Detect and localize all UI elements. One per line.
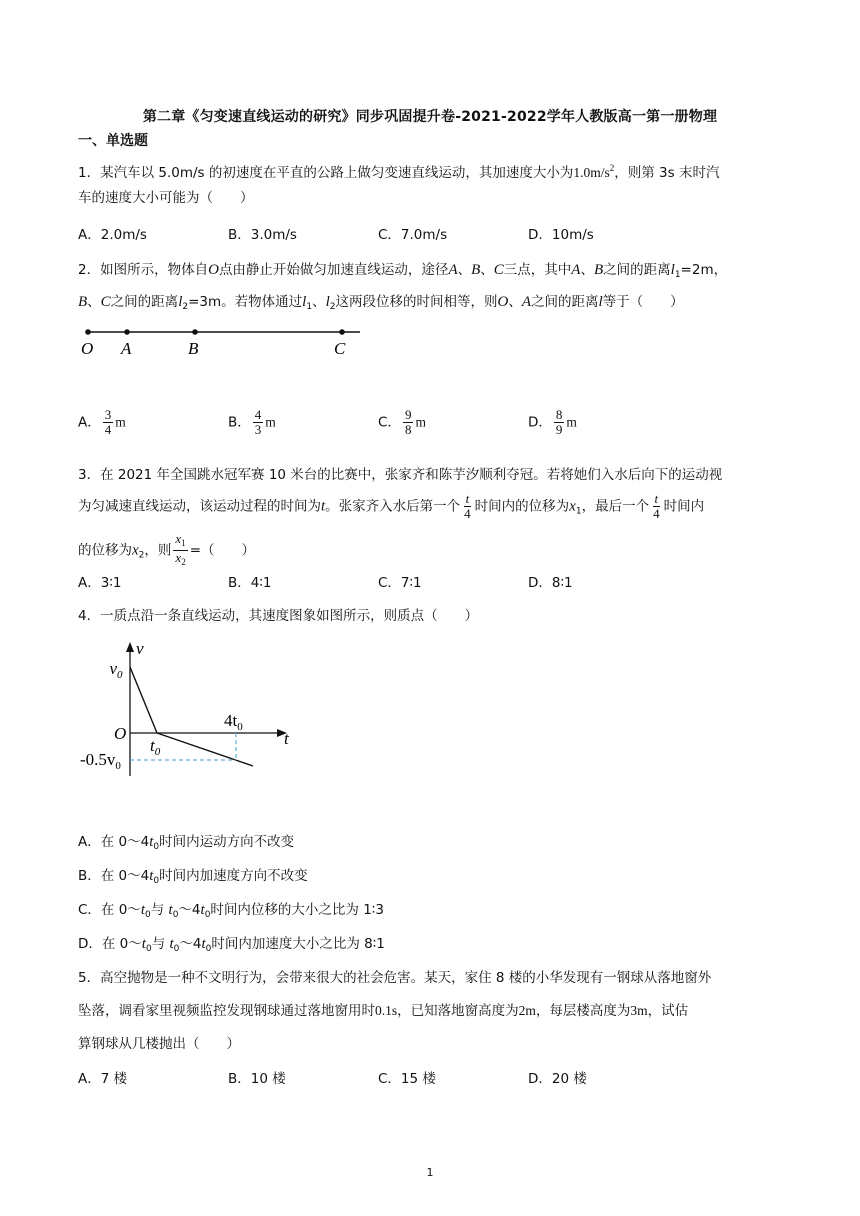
q1-line2: 车的速度大小可能为（ ） (78, 190, 254, 206)
q1-option-c: C．7.0m/s (378, 227, 448, 243)
q5-option-d: D．20 楼 (528, 1071, 587, 1087)
q3-line1: 3．在 2021 年全国跳水冠军赛 10 米台的比赛中，张家齐和陈芋汐顺利夺冠。若将她们入水后向下的运动视 (78, 467, 723, 483)
q1-option-a: A．2.0m/s (78, 227, 147, 243)
q2-option-d: D． $\frac{8}{9}$ m (528, 407, 577, 437)
point-o-label: O (81, 339, 94, 358)
point-c-label: C (334, 339, 346, 358)
origin-label: O (114, 724, 127, 743)
q3-line3: 的位移为$x_2$，则 $\frac{x_1}{x_2}$ =（ ） (78, 531, 255, 567)
point-a-label: A (121, 339, 132, 358)
v-axis-arrow (126, 642, 134, 652)
q3-option-a: A．3∶1 (78, 575, 122, 591)
q3-option-b: B．4∶1 (228, 575, 272, 591)
q3-option-d: D．8∶1 (528, 575, 573, 591)
q3-line2: 为匀减速直线运动，该运动过程的时间为t。张家齐入水后第一个 $\frac{t}{4}$ 时间内的位移为$x_1$，最后一个 $\frac{t}{4}$ 时间内 (78, 491, 705, 521)
4t0-label: $4t_0$ (224, 711, 243, 733)
q5-option-b: B．10 楼 (228, 1071, 286, 1087)
velocity-line-1 (130, 667, 157, 733)
q5-option-a: A．7 楼 (78, 1071, 128, 1087)
q2-option-a: A． $\frac{3}{4}$ m (78, 407, 126, 437)
q4-option-c: C．在 $0\sim t_0$与 $t_0\sim 4t_0$时间内位移的大小之比为 1∶3 (78, 902, 384, 920)
q3-option-c: C．7∶1 (378, 575, 422, 591)
q1-option-d: D．10m/s (528, 227, 594, 243)
q1-accel: 1.0m/s (573, 165, 610, 180)
point-b-label: B (188, 339, 199, 358)
q1-line1: 1．某汽车以 5.0m/s 的初速度在平直的公路上做匀变速直线运动，其加速度大小为$1.0m/s^2$，则第 3s 末时汽 (78, 163, 720, 181)
q4-line1: 4．一质点沿一条直线运动，其速度图象如图所示，则质点（ ） (78, 608, 479, 624)
q2-points-figure (78, 322, 368, 362)
document-title: 第二章《匀变速直线运动的研究》同步巩固提升卷-2021-2022学年人教版高一第一册物理 (142, 109, 718, 125)
q5-option-c: C．15 楼 (378, 1071, 436, 1087)
q5-line1: 5．高空抛物是一种不文明行为，会带来很大的社会危害。某天，家住 8 楼的小华发现有一钢球从落地窗外 (78, 970, 712, 986)
point-b-dot (192, 329, 198, 335)
v0-label: $v_0$ (109, 659, 123, 681)
velocity-line-2 (157, 733, 253, 766)
q5-line3: 算钢球从几楼抛出（ ） (78, 1036, 240, 1052)
section-heading: 一、单选题 (78, 133, 148, 149)
q4-option-d: D．在 $0\sim t_0$与 $t_0\sim 4t_0$时间内加速度大小之比为 8∶1 (78, 936, 385, 954)
point-o-dot (85, 329, 91, 335)
q4-option-b: B．在 $0\sim 4t_0$时间内加速度方向不改变 (78, 868, 308, 886)
q2-option-c: C． $\frac{9}{8}$ m (378, 407, 426, 437)
t0-label: $t_0$ (150, 736, 161, 758)
point-c-dot (339, 329, 345, 335)
t-axis-label: t (284, 729, 289, 748)
point-a-dot (124, 329, 130, 335)
q5-line2: 坠落，调看家里视频监控发现钢球通过落地窗用时0.1s，已知落地窗高度为2m，每层楼高度为3m，试估 (78, 1003, 689, 1019)
q1-option-b: B．3.0m/s (228, 227, 297, 243)
q2-line2: B、C之间的距离$l_2=3m$。若物体通过$l_1$、$l_2$这两段位移的时间相等，则O、A之间的距离l等于（ ） (78, 294, 684, 312)
page-number: 1 (426, 1166, 434, 1179)
v-axis-label: v (136, 639, 144, 658)
q4-option-a: A．在 $0\sim 4t_0$时间内运动方向不改变 (78, 834, 295, 852)
neg-half-v0-label: $-0.5v_0$ (80, 750, 121, 772)
q2-line1: 2．如图所示，物体自O点由静止开始做匀加速直线运动，途径A、B、C三点，其中A、B之间的距离$l_1=2m$， (78, 262, 728, 280)
q2-option-b: B． $\frac{4}{3}$ m (228, 407, 276, 437)
q4-velocity-graph (78, 638, 318, 788)
